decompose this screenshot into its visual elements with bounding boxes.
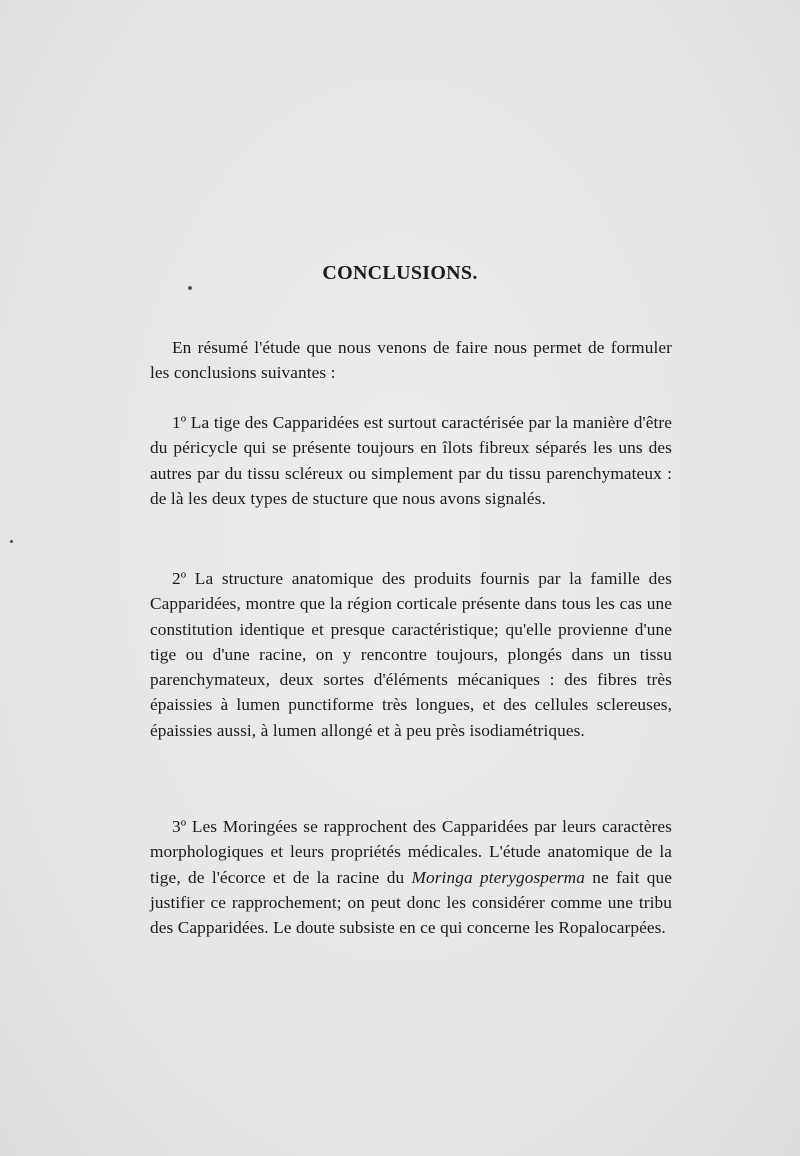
- conclusion-3-text-a: 3º Les Moringées se rapprochent des Capparidées par leurs caractères morphologiques et leurs propriétés médicales. L'étude anatomique de la tige, de l'écorce et de la racine du: [150, 817, 672, 887]
- conclusion-1: 1º La tige des Capparidées est surtout caractérisée par la manière d'être du péricycle qui se présente toujours en îlots fibreux séparés les uns des autres par du tissu scléreux ou simplement par du tissu parenchymateux : de là les deux types de stucture que nous avons signalés.: [150, 413, 672, 508]
- conclusion-3-text-b: ne fait que justifier ce rapprochement; on peut donc les considérer comme une tribu des Capparidées. Le doute subsiste en ce qui concerne les Ropalocarpées.: [150, 867, 673, 938]
- species-name: Moringa pterygosperma: [411, 867, 585, 887]
- conclusion-2: 2º La structure anatomique des produits fournis par la famille des Capparidées, montre que la région corticale présente dans tous les cas une constitution identique et presque caractéristique; qu'elle provienne d'une tige ou d'une racine, on y rencontre toujours, plongés dans un tissu parenchymateux, deux sortes d'éléments mécaniques : des fibres très épaissies à lumen punctiforme très longues, et des cellules sclereuses, épaissies aussi, à lumen allongé et à peu près isodiamétriques.: [150, 569, 672, 740]
- conclusion-3: [150, 814, 672, 940]
- speck: [188, 286, 192, 290]
- speck: [10, 540, 13, 543]
- section-title: CONCLUSIONS.: [322, 262, 478, 284]
- intro-paragraph: En résumé l'étude que nous venons de faire nous permet de formuler les conclusions suivantes :: [150, 338, 672, 383]
